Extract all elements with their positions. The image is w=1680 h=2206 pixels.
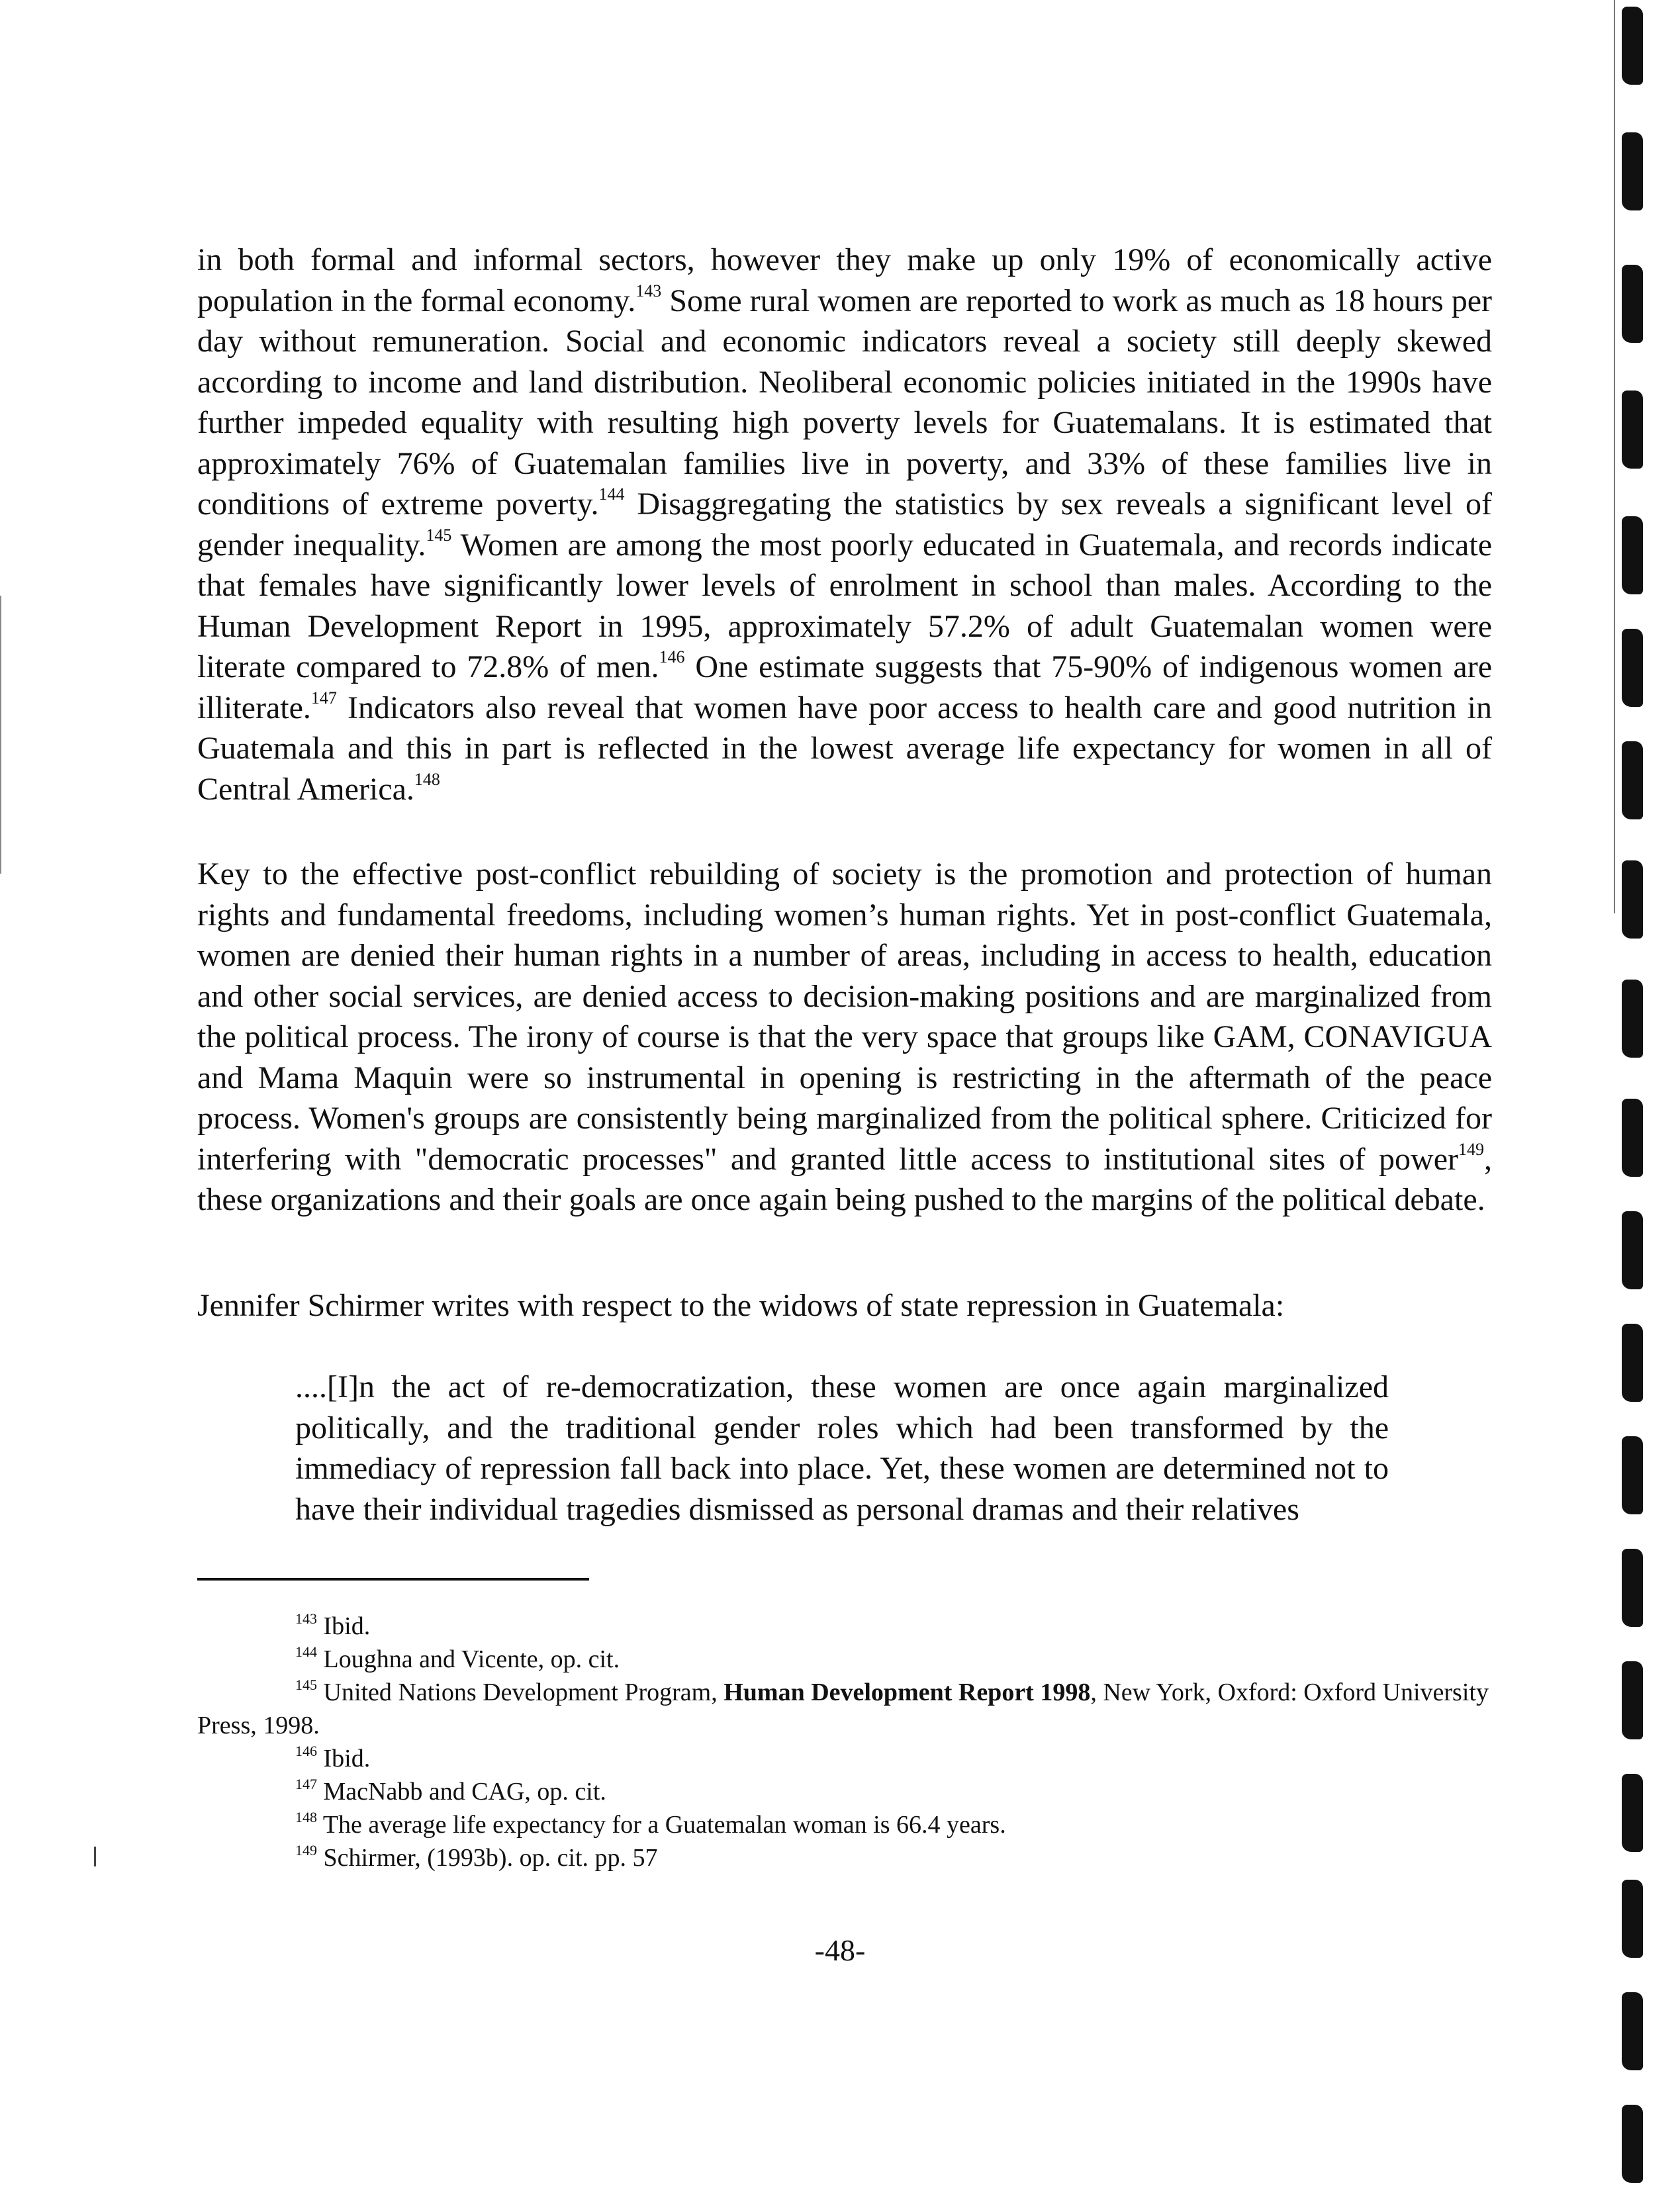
scan-edge [0, 596, 1, 874]
footnote-title: Human Development Report 1998 [723, 1678, 1091, 1706]
text-run: Disaggregating the statistics by sex reveals a significant level of gender inequality. [197, 486, 1492, 563]
footnote-ref-144[interactable]: 144 [598, 484, 625, 504]
body-paragraph-3: Jennifer Schirmer writes with respect to the widows of state repression in Guatemala: [197, 1288, 1285, 1323]
footnote-text: Schirmer, (1993b). op. cit. pp. 57 [323, 1844, 658, 1872]
footnote-ref-149[interactable]: 149 [1458, 1139, 1484, 1159]
binding-hole [1622, 629, 1643, 707]
binding-hole [1622, 1436, 1643, 1514]
text-run: , these organizations and their goals are once again being pushed to the margins of the political debate. [197, 1141, 1492, 1217]
binding-hole [1622, 1661, 1643, 1739]
footnote-text: , New York, Oxford: Oxford University Press, 1998. [197, 1678, 1489, 1739]
binding-hole [1622, 1880, 1643, 1958]
footnote-number: 144 [295, 1643, 317, 1660]
footnote-number: 145 [295, 1677, 317, 1693]
footnote-number: 143 [295, 1610, 317, 1627]
footnote-number: 146 [295, 1743, 317, 1759]
footnote-ref-147[interactable]: 147 [310, 688, 337, 708]
body-paragraph-1 [197, 240, 1492, 809]
binding-hole [1622, 1549, 1643, 1627]
binding-hole [1622, 980, 1643, 1058]
footnote-number: 148 [295, 1809, 317, 1825]
page-edge-line [1614, 0, 1615, 913]
binding-hole [1622, 741, 1643, 819]
text-run: One estimate suggests that 75-90% of indigenous women are illiterate. [197, 649, 1492, 725]
footnote-ref-145[interactable]: 145 [426, 525, 452, 545]
footnote-146 [197, 1742, 1492, 1775]
footnote-ref-146[interactable]: 146 [659, 647, 685, 666]
footnote-149 [197, 1841, 1492, 1874]
binding-hole [1622, 1774, 1643, 1852]
footnote-number: 147 [295, 1776, 317, 1792]
binding-holes [1610, 0, 1663, 2206]
footnote-144 [197, 1643, 1492, 1676]
binding-hole [1622, 1099, 1643, 1177]
binding-hole [1622, 860, 1643, 939]
footnote-text: Loughna and Vicente, op. cit. [323, 1645, 620, 1673]
text-run: Women are among the most poorly educated in Guatemala, and records indicate that females have significantly lower levels of enrolment in school than males. According to the Human Development Report in 1995, approximately 57.2% of adult Guatemalan women were literate compared to 72.8% of men. [197, 527, 1493, 684]
footnote-143 [197, 1610, 1492, 1643]
text-run: Key to the effective post-conflict rebuilding of society is the promotion and protection of human rights and fundamental freedoms, including women’s human rights. Yet in post-conflict Guatemala, women are denied their human rights in a number of areas, including in access to health, education and other social services, are denied access to decision-making positions and are marginalized from the political process. The irony of course is that the very space that groups like GAM, CONAVIGUA and Mama Maquin were so instrumental in opening is restricting in the aftermath of the peace process. Women's groups are consistently being marginalized from the political sphere. Criticized for interfering with "democratic processes" and granted little access to institutional sites of power [197, 856, 1492, 1177]
body-paragraph-2 [197, 854, 1492, 1220]
footnote-145 [197, 1676, 1492, 1742]
text-run: Indicators also reveal that women have poor access to health care and good nutrition in Guatemala and this in part is reflected in the lowest average life expectancy for women in all of Central America. [197, 690, 1492, 807]
binding-hole [1622, 132, 1643, 210]
page-number: -48- [814, 1933, 866, 1967]
binding-hole [1622, 391, 1643, 469]
binding-hole [1622, 265, 1643, 343]
footnote-147 [197, 1775, 1492, 1808]
binding-hole [1622, 2105, 1643, 2183]
binding-hole [1622, 1324, 1643, 1402]
footnote-text: Ibid. [323, 1745, 371, 1772]
footnote-ref-143[interactable]: 143 [635, 281, 662, 300]
footnote-text: United Nations Development Program, [323, 1678, 724, 1706]
binding-hole [1622, 7, 1643, 85]
footnote-ref-148[interactable]: 148 [414, 769, 440, 789]
footnote-148 [197, 1808, 1492, 1841]
scan-speck [94, 1847, 96, 1866]
footnote-number: 149 [295, 1842, 317, 1859]
footnote-text: Ibid. [323, 1612, 371, 1640]
footnote-separator [197, 1578, 589, 1581]
binding-hole [1622, 1211, 1643, 1289]
binding-hole [1622, 516, 1643, 594]
footnote-text: MacNabb and CAG, op. cit. [323, 1778, 606, 1806]
binding-hole [1622, 1992, 1643, 2070]
text-run: in both formal and informal sectors, however they make up only 19% of economically active population in the formal economy. [197, 242, 1492, 318]
footnote-text: The average life expectancy for a Guatemalan woman is 66.4 years. [322, 1811, 1006, 1839]
text-run: Some rural women are reported to work as much as 18 hours per day without remuneration. Social and economic indicators reveal a society still deeply skewed according to income and land distribution. Neoliberal economic policies initiated in the 1990s have further impeded equality with resulting high poverty levels for Guatemalans. It is estimated that approximately 76% of Guatemalan families live in poverty, and 33% of these families live in conditions of extreme poverty. [197, 283, 1493, 522]
footnotes [197, 1610, 1492, 1874]
block-quote: ....[I]n the act of re-democratization, these women are once again marginalized politically, and the traditional gender roles which had been transformed by the immediacy of repression fall back into place. Yet, these women are determined not to have their individual tragedies dismissed as personal dramas and their relatives [295, 1369, 1389, 1527]
